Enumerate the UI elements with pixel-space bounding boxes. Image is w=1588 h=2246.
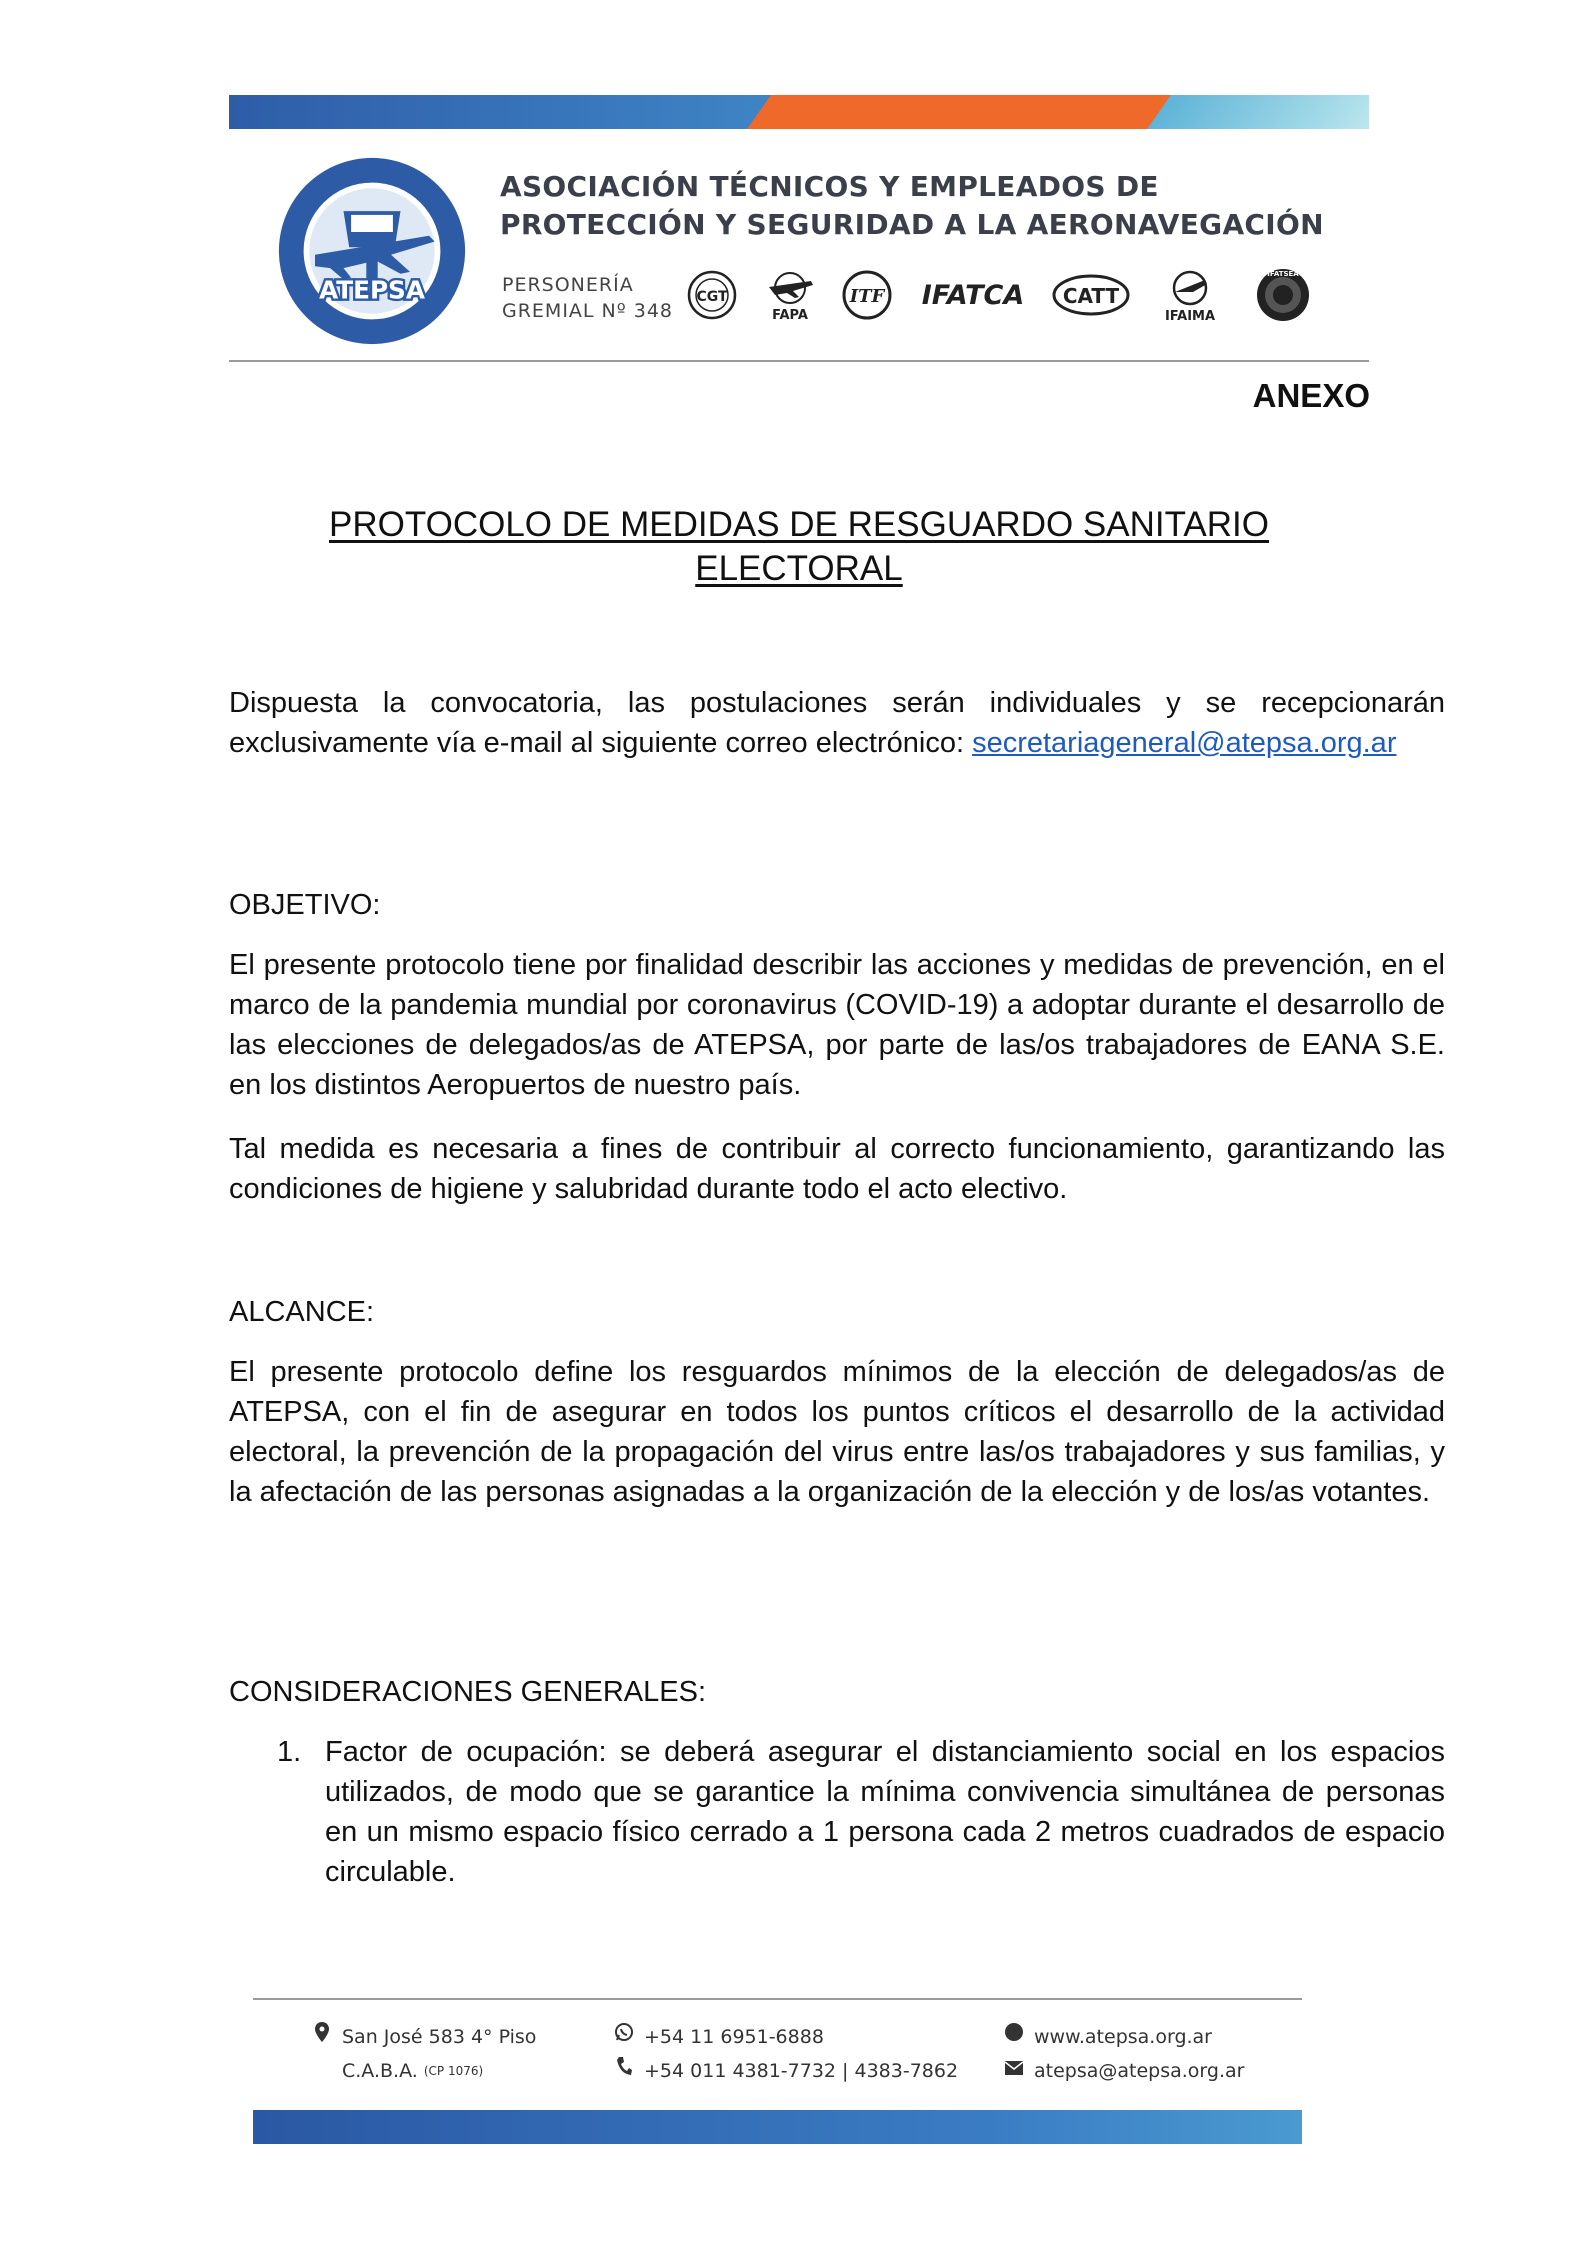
personeria-gremial [502, 272, 673, 324]
personeria-line-1: PERSONERÍA [502, 274, 634, 296]
header-band-teal [1147, 95, 1369, 129]
svg-text:IFAIMA: IFAIMA [1164, 309, 1216, 324]
list-item-number: 1. [277, 1736, 302, 1768]
objetivo-paragraph-1: El presente protocolo tiene por finalidad describir las acciones y medidas de prevención, en el marco de la pandemia mundial por coronavirus (COVID-19) a adoptar durante el desarrollo de las elecciones de delegados/as de ATEPSA, por parte de las/os trabajadores de EANA S.E. en los distintos Aeropuertos de nuestro país. [229, 949, 1445, 1101]
affiliation-logo-ifaima [1152, 265, 1228, 325]
footer-contact [1000, 2020, 1244, 2088]
envelope-icon [1000, 2054, 1028, 2088]
globe-icon [1000, 2020, 1028, 2054]
personeria-line-2: GREMIAL Nº 348 [502, 300, 674, 322]
address-line-2: C.A.B.A. [342, 2060, 418, 2082]
affiliation-logo-fapa [762, 265, 818, 325]
footer-address [308, 2020, 536, 2088]
intro-paragraph [229, 683, 1445, 763]
affiliation-logo-itf [840, 265, 894, 325]
list-item-text: Factor de ocupación: se deberá asegurar el distanciamiento social en los espacios utilizados, de modo que se garantice la mínima convivencia simultánea de personas en un mismo espacio físico cerrado a 1 persona cada 2 metros cuadrados de espacio circulable. [325, 1736, 1445, 1888]
phone-whatsapp[interactable]: +54 11 6951-6888 [644, 2026, 824, 2048]
svg-text:FAPA: FAPA [772, 308, 808, 323]
svg-text:CGT: CGT [696, 289, 728, 305]
alcance-heading: ALCANCE: [229, 1296, 375, 1328]
whatsapp-icon [610, 2020, 638, 2054]
header-divider [229, 360, 1369, 362]
affiliation-logo-ifatca: IFATCA [921, 279, 1025, 311]
header-color-band [229, 95, 1369, 129]
svg-text:IFATSEA: IFATSEA [1267, 270, 1299, 278]
intro-text: Dispuesta la convocatoria, las postulaciones serán individuales y se recepcionarán exclusivamente vía e-mail al siguiente correo electrónico: [229, 687, 1445, 759]
footer-color-band [253, 2110, 1302, 2144]
footer-divider [253, 1998, 1302, 2000]
location-pin-icon [308, 2020, 336, 2054]
website-link[interactable]: www.atepsa.org.ar [1034, 2026, 1212, 2048]
header-band-blue [229, 95, 789, 129]
atepsa-logo [277, 156, 467, 346]
header-band-orange [747, 95, 1191, 129]
affiliation-logo-catt [1050, 265, 1132, 325]
document-title-line-2: ELECTORAL [695, 549, 903, 588]
svg-text:ITF: ITF [849, 286, 885, 307]
footer-phones [610, 2020, 958, 2088]
list-item [277, 1732, 1445, 1892]
anexo-label: ANEXO [1252, 377, 1370, 414]
affiliation-logo-cgt [686, 265, 738, 325]
phone-icon [610, 2054, 638, 2088]
objetivo-heading: OBJETIVO: [229, 889, 381, 921]
document-title [229, 503, 1369, 591]
org-name-line-1: ASOCIACIÓN TÉCNICOS Y EMPLEADOS DE [500, 170, 1159, 203]
svg-text:CATT: CATT [1062, 284, 1120, 308]
address-line-1: San José 583 4° Piso [342, 2026, 537, 2048]
logo-text: ATEPSA [319, 275, 425, 305]
phone-landline[interactable]: +54 011 4381-7732 | 4383-7862 [644, 2060, 959, 2082]
alcance-paragraph: El presente protocolo define los resguardos mínimos de la elección de delegados/as de ATEPSA, con el fin de asegurar en todos los puntos críticos el desarrollo de la actividad electoral, la prevención de la propagación del virus entre las/os trabajadores y sus familias, y la afectación de las personas asignadas a la organización de la elección y de los/as votantes. [229, 1356, 1445, 1508]
email-link[interactable]: secretariageneral@atepsa.org.ar [972, 727, 1397, 759]
address-postal-code: (CP 1076) [423, 2064, 484, 2078]
email-footer-link[interactable]: atepsa@atepsa.org.ar [1034, 2060, 1245, 2082]
org-name-line-2: PROTECCIÓN Y SEGURIDAD A LA AERONAVEGACIÓN [500, 208, 1324, 241]
consideraciones-heading: CONSIDERACIONES GENERALES: [229, 1676, 706, 1708]
objetivo-paragraph-2: Tal medida es necesaria a fines de contribuir al correcto funcionamiento, garantizando las condiciones de higiene y salubridad durante todo el acto electivo. [229, 1133, 1445, 1205]
organization-name [500, 168, 1324, 244]
affiliation-logo-ifatsea [1252, 265, 1314, 325]
document-title-line-1: PROTOCOLO DE MEDIDAS DE RESGUARDO SANITARIO [329, 505, 1269, 544]
